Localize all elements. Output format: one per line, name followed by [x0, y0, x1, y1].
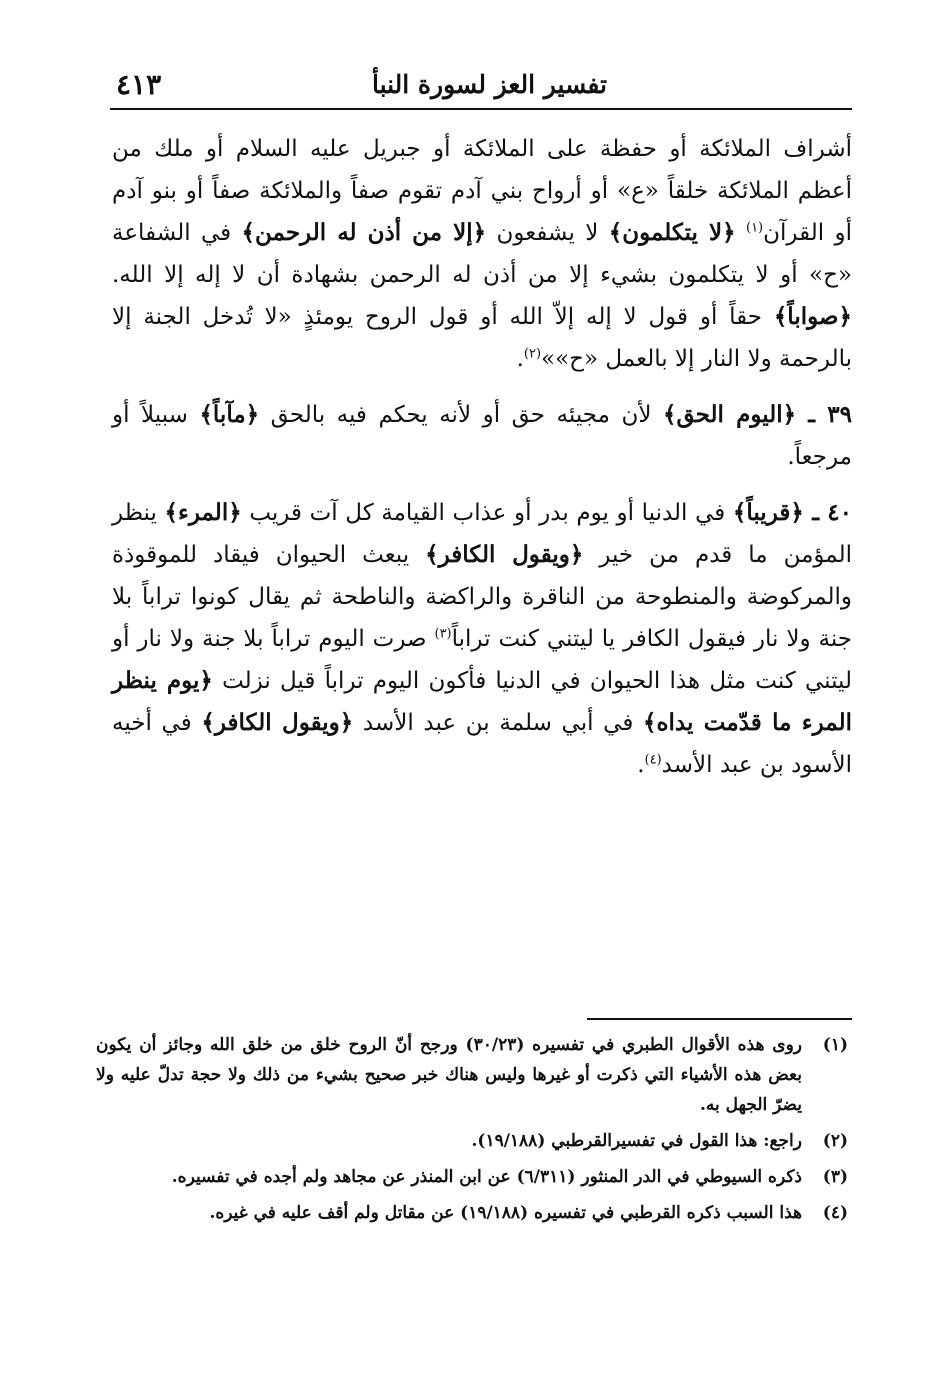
text-run: .	[637, 752, 645, 778]
footnote-1	[96, 1030, 848, 1120]
page-number: ٤١٣	[116, 68, 162, 101]
text-run: لأن مجيئه حق أو لأنه يحكم فيه بالحق	[259, 402, 663, 428]
text-run: يبعث الحيوان فيقاد للموقوذة والمركوضة والمنطوحة من الناقرة والراكضة والناطحة ثم يقال كونوا تراباً بلا جنة ولا نار فيقول الكافر يا ليتني كنت تراباً	[112, 542, 852, 652]
footnote-ref-4[interactable]: (٤)	[644, 752, 662, 768]
paragraph-1	[112, 128, 852, 380]
footnote-number: (٤)	[822, 1203, 848, 1223]
footnote-text: ذكره السيوطي في الدر المنثور (٦/٣١١) عن ابن المنذر عن مجاهد ولم أجده في تفسيره.	[171, 1167, 802, 1187]
text-run: ينظر المؤمن ما قدم من خير	[112, 500, 852, 568]
quran-quote: ﴿مآباً﴾	[199, 401, 260, 428]
footnote-ref-2[interactable]: (٢)	[523, 346, 542, 362]
footnote-separator	[587, 1018, 852, 1020]
footnote-number: (٢)	[822, 1131, 848, 1151]
footnote-text: هذا السبب ذكره القرطبي في تفسيره (١٩/١٨٨) عن مقاتل ولم أقف عليه في غيره.	[209, 1203, 802, 1223]
verse-number: ٣٩ ـ	[796, 401, 852, 428]
text-run: لا يشفعون	[486, 220, 609, 246]
quran-quote: ﴿لا يتكلمون﴾	[608, 219, 736, 246]
verse-number: ٤٠ ـ	[803, 499, 852, 526]
footnote-text: روى هذه الأقوال الطبري في تفسيره (٣٠/٢٣) ورجح أنّ الروح خلق من خلق الله وجائز أن يكون بعض هذه الأشياء التي ذكرت أو غيرها وليس هناك خبر صحيح بشيء من ذلك ولا حجة تدلّ عليه ولا يضرّ الجهل به.	[96, 1035, 802, 1115]
footnote-2	[96, 1126, 848, 1156]
quran-quote: ﴿ويقول الكافر﴾	[201, 709, 354, 736]
quran-quote: ﴿ويقول الكافر﴾	[425, 541, 584, 568]
footnote-3	[96, 1162, 848, 1192]
footnote-number: (١)	[822, 1035, 848, 1055]
text-run: صرت اليوم تراباً بلا جنة ولا نار أو ليتني كنت مثل هذا الحيوان في الدنيا فأكون اليوم تراباً قيل نزلت	[112, 626, 852, 694]
text-run: في الشفاعة «ح» أو لا يتكلمون بشيء إلا من أذن له الرحمن بشهادة أن لا إله إلا الله.	[112, 220, 852, 288]
quran-quote: ﴿المرء﴾	[164, 499, 242, 526]
text-run: في أبي سلمة بن عبد الأسد	[353, 710, 643, 736]
footnote-number: (٣)	[822, 1167, 848, 1187]
footnotes	[96, 1030, 848, 1234]
running-title: تفسير العز لسورة النبأ	[371, 70, 607, 99]
text-run	[736, 220, 746, 246]
quran-quote: ﴿اليوم الحق﴾	[663, 401, 797, 428]
quran-quote: ﴿صواباً﴾	[773, 303, 852, 330]
text-run: أشراف الملائكة أو حفظة على الملائكة أو جبريل عليه السلام أو ملك من أعظم الملائكة خلقاً «ع» أو أرواح بني آدم تقوم صفاً والملائكة صفاً أو بنو آدم أو القرآن	[112, 136, 852, 246]
text-run: في الدنيا أو يوم بدر أو عذاب القيامة كل آت قريب	[241, 500, 733, 526]
text-run: في أخيه الأسود بن عبد الأسد	[112, 710, 852, 778]
footnote-ref-1[interactable]: (١)	[745, 220, 764, 236]
running-head	[110, 64, 852, 110]
text-run: سبيلاً أو مرجعاً.	[112, 402, 852, 470]
footnote-4	[96, 1198, 848, 1228]
quran-quote: ﴿قريباً﴾	[732, 499, 804, 526]
paragraph-verse-39	[112, 394, 852, 478]
footnote-text: راجع: هذا القول في تفسيرالقرطبي (١٩/١٨٨).	[471, 1131, 802, 1151]
footnote-ref-3[interactable]: (٣)	[434, 626, 452, 642]
text-run: حقاً أو قول لا إله إلاّ الله أو قول الروح يومئذٍ «لا تُدخل الجنة إلا بالرحمة ولا النار إلا بالعمل «ح»»	[112, 304, 852, 372]
paragraph-verse-40	[112, 492, 852, 786]
quran-quote: ﴿يوم ينظر المرء ما قدّمت يداه﴾	[112, 667, 852, 736]
text-run: .	[516, 346, 524, 372]
body-text	[112, 128, 852, 786]
quran-quote: ﴿إلا من أذن له الرحمن﴾	[241, 219, 487, 246]
